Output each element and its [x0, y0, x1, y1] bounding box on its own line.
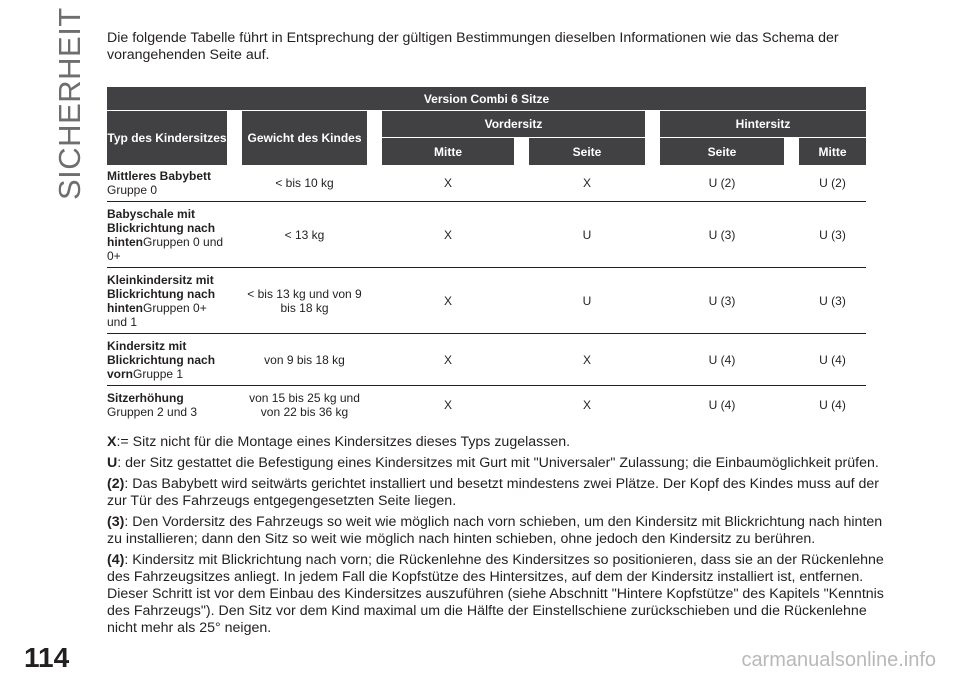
- version-header: Version Combi 6 Sitze: [107, 87, 866, 111]
- note-item: [107, 476, 897, 510]
- note-item: [107, 552, 897, 637]
- type-name: Kleinkindersitz mit Blickrichtung nach hinten: [107, 272, 216, 315]
- note-key: (2): [107, 476, 125, 492]
- row-rear-side: U (2): [660, 165, 784, 202]
- row-rear-side: U (4): [660, 334, 784, 386]
- header-separator: [367, 111, 382, 166]
- type-name: Sitzerhöhung: [107, 390, 184, 405]
- note-text: : Das Babybett wird seitwärts gerichtet installiert und besetzt mindestens zwei Plätze. Der Kopf des Kindes muss auf der zur Tür des Fahrzeugs entgegengesetzten Seite liegen.: [107, 476, 879, 509]
- group-header-rear: Hintersitz: [660, 111, 866, 138]
- row-weight: von 9 bis 18 kg: [242, 334, 367, 386]
- row-front-middle: X: [382, 334, 514, 386]
- type-group: Gruppen 0 und 0+: [107, 234, 224, 263]
- type-name: Kindersitz mit Blickrichtung nach vorn: [107, 338, 216, 381]
- note-item: [107, 455, 897, 472]
- subheader-rear-middle: Mitte: [799, 138, 866, 166]
- row-type-cell: [107, 386, 227, 424]
- row-front-middle: X: [443, 397, 452, 412]
- row-front-side: X: [529, 165, 645, 202]
- intro-paragraph: Die folgende Tabelle führt in Entsprechung der gültigen Bestimmungen dieselben Informationen wie das Schema der vorangehenden Seite auf.: [107, 30, 839, 63]
- row-front-middle: X: [382, 165, 514, 202]
- row-front-middle: X: [382, 268, 514, 334]
- note-text: := Sitz nicht für die Montage eines Kindersitzes dieses Typs zugelassen.: [116, 434, 571, 450]
- row-weight: < bis 10 kg: [242, 165, 367, 202]
- row-front-side: U: [529, 202, 645, 268]
- row-front-side: X: [529, 334, 645, 386]
- table-row: [107, 165, 866, 202]
- type-group: Gruppen 0+ und 1: [107, 300, 207, 329]
- table-row: [107, 386, 866, 424]
- row-weight: von 15 bis 25 kg und von 22 bis 36 kg: [249, 390, 360, 419]
- row-rear-side: U (4): [708, 397, 736, 412]
- header-separator: [514, 138, 529, 166]
- table-row: [107, 334, 866, 386]
- note-text: : Den Vordersitz des Fahrzeugs so weit wie möglich nach vorn schieben, um den Kindersitz mit Blickrichtung nach hinten zu installieren; dann den Sitz so weit wie möglich nach hinten schieben, ohne jedoch den Kindersitz zu berühren.: [107, 514, 883, 547]
- note-item: [107, 514, 897, 548]
- row-rear-middle: U (4): [819, 397, 846, 412]
- type-group: Gruppe 1: [133, 366, 184, 381]
- row-front-side: U: [529, 268, 645, 334]
- type-group: Gruppe 0: [107, 183, 158, 197]
- note-item: [107, 434, 897, 451]
- row-rear-middle: U (2): [799, 165, 866, 202]
- row-type-cell: [107, 202, 227, 268]
- note-text: : Kindersitz mit Blickrichtung nach vorn; die Rückenlehne des Kindersitzes so positionieren, dass sie an der Rückenlehne des Fahrzeugsitzes anliegt. In jedem Fall die Kopfstütze des Hintersitzes, auf dem der Kindersitz installiert ist, entfernen. Dieser Schritt ist vor dem Einbau des Kindersitzes auszuführen (siehe Abschnitt "Hintere Kopfstütze" des Kapitels "Kenntnis des Fahrzeugs"). Den Sitz vor dem Kind maximal um die Hälfte der Einstellschiene zurückschieben und die Rückenlehne nicht mehr als 25° neigen.: [107, 552, 884, 636]
- row-front-side: X: [582, 397, 591, 412]
- row-rear-middle: U (3): [799, 268, 866, 334]
- table-row: [107, 202, 866, 268]
- note-key: (3): [107, 514, 125, 530]
- note-key: X: [107, 434, 117, 450]
- type-group: Gruppen 2 und 3: [107, 404, 198, 419]
- subheader-front-middle: Mitte: [382, 138, 514, 166]
- column-header-type: Typ des Kindersitzes: [107, 111, 227, 166]
- header-separator: [784, 138, 799, 166]
- note-key: (4): [107, 552, 125, 568]
- header-separator: [645, 111, 660, 166]
- subheader-rear-side: Seite: [660, 138, 784, 166]
- row-rear-side: U (3): [660, 202, 784, 268]
- watermark: carmanualsonline.info: [741, 649, 936, 671]
- table-row: [107, 268, 866, 334]
- group-header-front: Vordersitz: [382, 111, 645, 138]
- row-rear-middle: U (4): [799, 334, 866, 386]
- row-weight: < bis 13 kg und von 9 bis 18 kg: [242, 268, 367, 334]
- header-separator: [227, 111, 242, 166]
- child-seat-table: [107, 87, 866, 424]
- row-weight: < 13 kg: [242, 202, 367, 268]
- row-front-middle: X: [382, 202, 514, 268]
- type-name: Babyschale mit Blickrichtung nach hinten: [107, 206, 216, 249]
- legend-notes: [107, 434, 897, 641]
- row-type-cell: [107, 165, 227, 202]
- type-name: Mittleres Babybett: [107, 169, 212, 183]
- row-rear-side: U (3): [660, 268, 784, 334]
- subheader-front-side: Seite: [529, 138, 645, 166]
- note-key: U: [107, 455, 118, 471]
- row-type-cell: [107, 268, 227, 334]
- page-number: 114: [24, 642, 70, 673]
- section-side-label: SICHERHEIT: [52, 7, 87, 200]
- column-header-weight: Gewicht des Kindes: [242, 111, 367, 166]
- note-text: : der Sitz gestattet die Befestigung eines Kindersitzes mit Gurt mit "Universaler" Zulassung; die Einbaumöglichkeit prüfen.: [117, 455, 879, 471]
- row-rear-middle: U (3): [799, 202, 866, 268]
- row-type-cell: [107, 334, 227, 386]
